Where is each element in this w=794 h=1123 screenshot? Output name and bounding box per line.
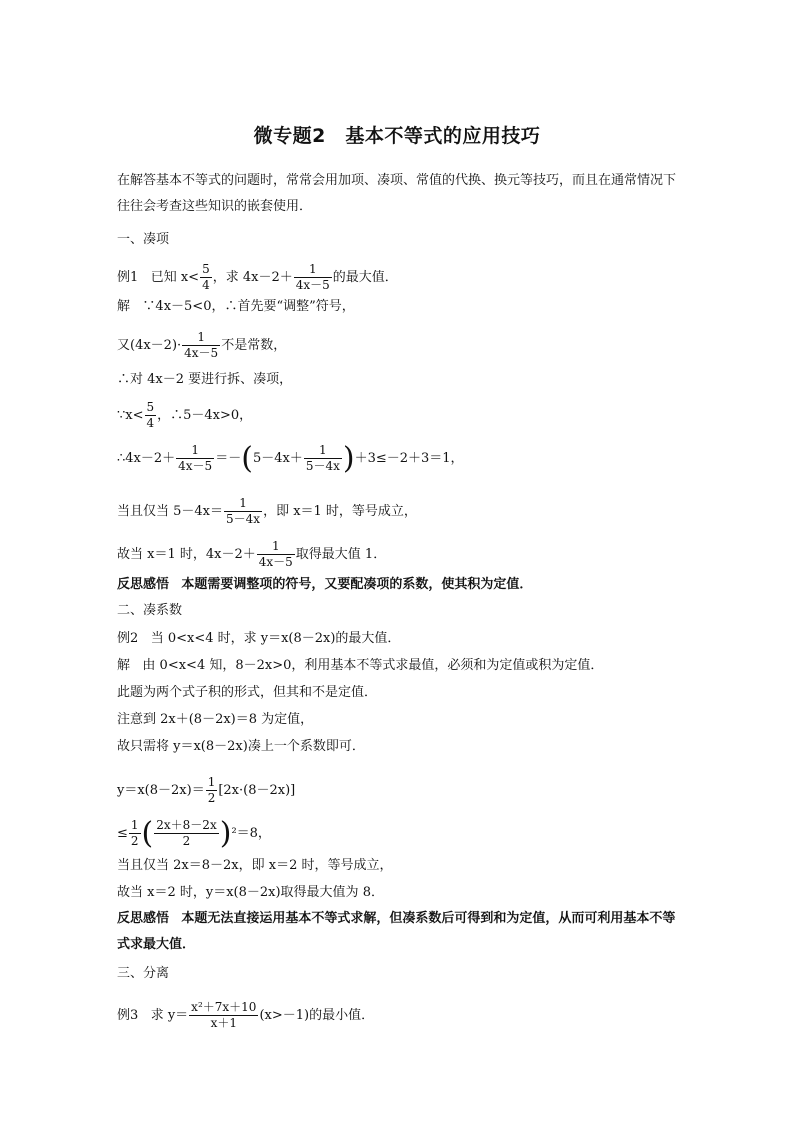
solution-1-line-6 (117, 496, 417, 527)
solution-2-line-2: 此题为两个式子积的形式，但其和不是定值． (117, 685, 378, 700)
denominator: 4x－5 (178, 459, 213, 473)
solution-2-line-3: 注意到 2x＋(8－2x)＝8 为定值， (117, 712, 314, 727)
denominator: 4 (202, 278, 210, 292)
numerator: 5 (202, 262, 210, 276)
solution-label: 解 (117, 658, 131, 673)
solution-text: ∵4x－5<0，∴首先要“调整”符号， (142, 299, 355, 314)
fraction (257, 539, 295, 570)
section-heading-3: 三、分离 (117, 966, 170, 981)
solution-2-line-8: 故当 x＝2 时，y＝x(8－2x)取得最大值为 8． (117, 885, 384, 900)
solution-2-line-5 (117, 775, 295, 806)
solution-2-line-6 (117, 818, 271, 849)
right-paren: ) (219, 816, 232, 851)
example-text: (x>－1)的最小值． (259, 1008, 375, 1023)
solution-1-line-7 (117, 539, 386, 570)
denominator: 5－4x (226, 512, 261, 526)
solution-2-line-1 (117, 657, 603, 674)
solution-text: ，即 x＝1 时，等号成立， (263, 504, 417, 519)
fraction (176, 443, 214, 474)
solution-text: ≤ (117, 826, 128, 841)
solution-text: [2x·(8－2x)] (218, 783, 296, 798)
solution-label: 解 (117, 299, 131, 314)
denominator: 4x－5 (184, 346, 219, 360)
fraction (304, 443, 342, 474)
denominator: 4x－5 (295, 278, 330, 292)
example-label: 例1 (117, 270, 139, 285)
solution-text: 5－4x＋ (252, 451, 303, 466)
reflection-1 (117, 576, 532, 593)
example-2 (117, 630, 400, 647)
solution-text: 不是常数， (221, 338, 287, 353)
solution-1-line-1 (117, 298, 355, 315)
fraction (189, 1000, 258, 1031)
numerator: 1 (257, 539, 295, 555)
solution-text: ∵x< (117, 408, 144, 423)
numerator: x²＋7x＋10 (191, 1000, 257, 1014)
denominator: 4 (146, 416, 155, 430)
solution-text: ＋3≤－2＋3＝1， (354, 451, 464, 466)
solution-2-line-4: 故只需将 y＝x(8－2x)凑上一个系数即可． (117, 739, 365, 754)
solution-text: ²＝8， (231, 826, 271, 841)
example-label: 例2 (117, 631, 139, 646)
reflection-text: 本题无法直接运用基本不等式求解，但凑系数后可得到和为定值，从而可利用基本不等式求最大值． (117, 911, 676, 952)
example-text: ，求 4x－2＋ (212, 270, 293, 285)
solution-2-line-7: 当且仅当 2x＝8－2x，即 x＝2 时，等号成立， (117, 858, 393, 873)
solution-1-line-4 (117, 400, 252, 431)
example-text: 当 0<x<4 时，求 y＝x(8－2x)的最大值． (150, 631, 401, 646)
solution-text: 故当 x＝1 时，4x－2＋ (117, 547, 256, 562)
numerator: 1 (224, 496, 262, 512)
denominator: 2 (182, 834, 191, 848)
denominator: 2 (130, 834, 139, 848)
section-heading-1: 一、凑项 (117, 232, 170, 247)
solution-text: 又(4x－2)· (117, 338, 182, 353)
solution-1-line-5 (117, 443, 464, 474)
numerator: 1 (130, 818, 139, 832)
solution-text: y＝x(8－2x)＝ (117, 783, 205, 798)
denominator: 2 (207, 791, 216, 805)
reflection-label: 反思感悟 (117, 577, 170, 592)
right-paren: ) (342, 441, 355, 476)
fraction (129, 818, 141, 849)
fraction (154, 818, 218, 849)
numerator: 1 (304, 443, 342, 459)
solution-text: ＝－ (215, 451, 242, 466)
numerator: 2x＋8－2x (156, 818, 217, 832)
numerator: 5 (146, 400, 155, 414)
fraction (145, 400, 157, 431)
solution-text: ∴4x－2＋ (117, 451, 176, 466)
solution-text: 由 0<x<4 知，8－2x>0，利用基本不等式求最值，必须和为定值或积为定值． (142, 658, 604, 673)
fraction (182, 330, 220, 361)
example-text: 的最大值． (332, 270, 398, 285)
page-title: 微专题2 基本不等式的应用技巧 (253, 125, 541, 147)
solution-1-line-2 (117, 330, 286, 361)
left-paren: ( (241, 441, 253, 476)
numerator: 1 (182, 330, 220, 346)
numerator: 1 (294, 262, 332, 278)
denominator: 5－4x (305, 459, 340, 473)
solution-text: ，∴5－4x>0， (157, 408, 253, 423)
example-text: x< (180, 270, 200, 285)
left-paren: ( (141, 816, 154, 851)
solution-1-line-3: ∴对 4x－2 要进行拆、凑项， (117, 372, 293, 387)
solution-text: 当且仅当 5－4x＝ (117, 504, 224, 519)
example-text: 求 y＝ (150, 1008, 189, 1023)
intro-paragraph: 在解答基本不等式的问题时，常常会用加项、凑项、常值的代换、换元等技巧，而且在通常情况下往往会考查这些知识的嵌套使用． (117, 173, 677, 214)
solution-text: 取得最大值 1． (295, 547, 387, 562)
fraction (294, 262, 332, 293)
fraction (206, 775, 218, 806)
section-heading-2: 二、凑系数 (117, 603, 183, 618)
example-3 (117, 1000, 374, 1031)
reflection-2 (117, 906, 682, 958)
reflection-text: 本题需要调整项的符号，又要配凑项的系数，使其积为定值． (181, 577, 533, 592)
numerator: 1 (207, 775, 216, 789)
example-1 (117, 262, 398, 293)
example-label: 例3 (117, 1008, 139, 1023)
fraction (200, 262, 212, 293)
denominator: 4x－5 (258, 555, 293, 569)
example-text: 已知 (150, 270, 177, 285)
reflection-label: 反思感悟 (117, 911, 170, 926)
fraction (224, 496, 262, 527)
numerator: 1 (176, 443, 214, 459)
denominator: x＋1 (210, 1016, 237, 1030)
